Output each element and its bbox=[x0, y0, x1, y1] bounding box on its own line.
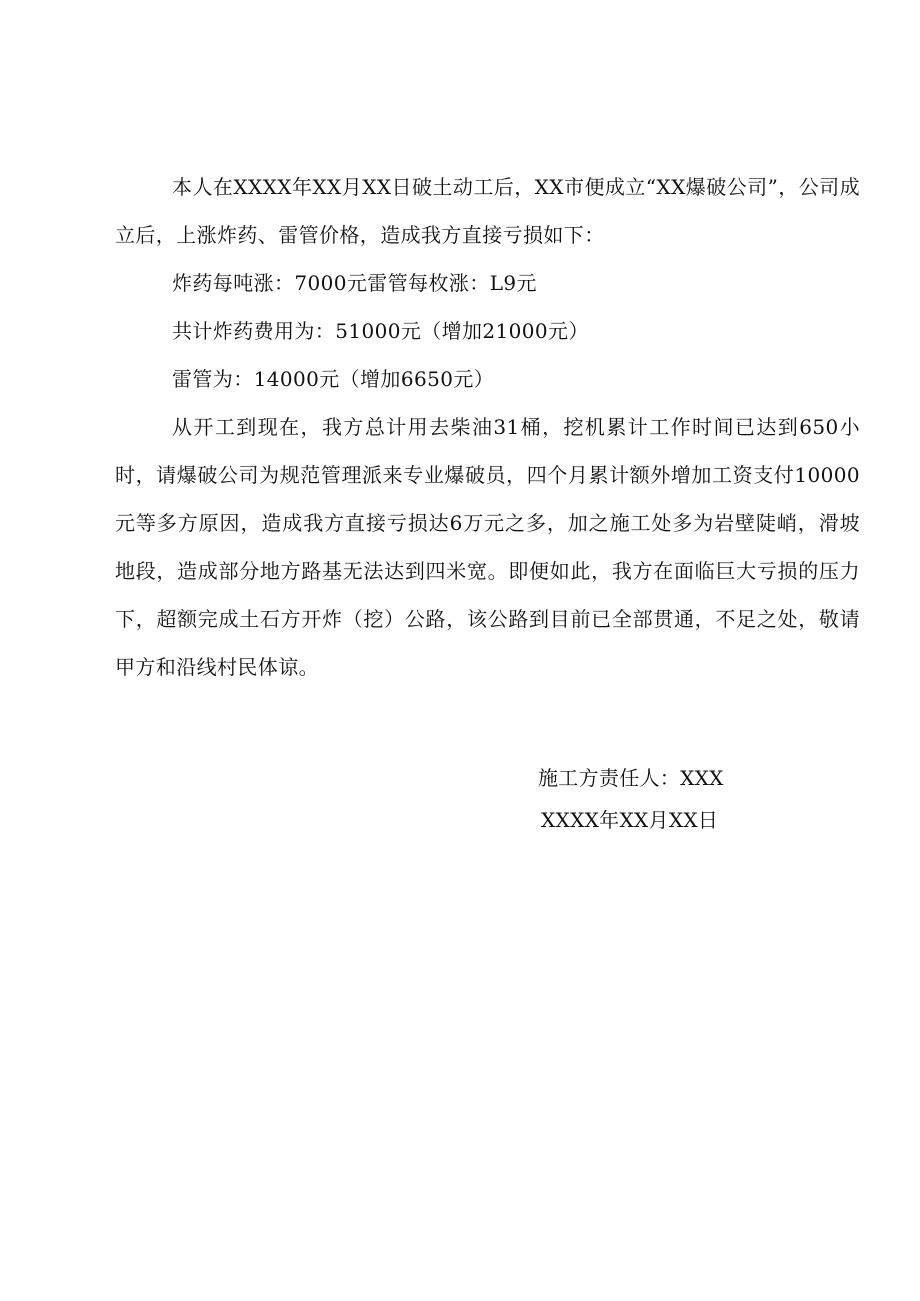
construction-summary-paragraph: 从开工到现在，我方总计用去柴油31桶，挖机累计工作时间已达到650小时，请爆破公司为规范管理派来专业爆破员，四个月累计额外增加工资支付10000元等多方原因，造成我方直接亏损达6万元之多，加之施工处多为岩壁陡峭，滑坡地段，造成部分地方路基无法达到四米宽。即便如此，我方在面临巨大亏损的压力下，超额完成土石方开炸（挖）公路，该公路到目前已全部贯通，不足之处，敬请甲方和沿线村民体谅。 bbox=[115, 415, 860, 679]
explosive-price-increase: 炸药每吨涨：7000元雷管每枚涨：L9元 bbox=[172, 271, 537, 295]
detonator-total-cost: 雷管为：14000元（增加6650元） bbox=[172, 367, 495, 391]
intro-paragraph: 本人在XXXX年XX月XX日破土动工后，XX市便成立“XX爆破公司”，公司成立后，上涨炸药、雷管价格，造成我方直接亏损如下： bbox=[115, 175, 860, 247]
explosive-total-cost: 共计炸药费用为：51000元（增加21000元） bbox=[172, 319, 589, 343]
responsible-person: 施工方责任人：XXX bbox=[538, 766, 724, 790]
letter-body bbox=[115, 163, 860, 691]
signature-block bbox=[538, 757, 858, 841]
signature-date: XXXX年XX月XX日 bbox=[541, 808, 719, 832]
